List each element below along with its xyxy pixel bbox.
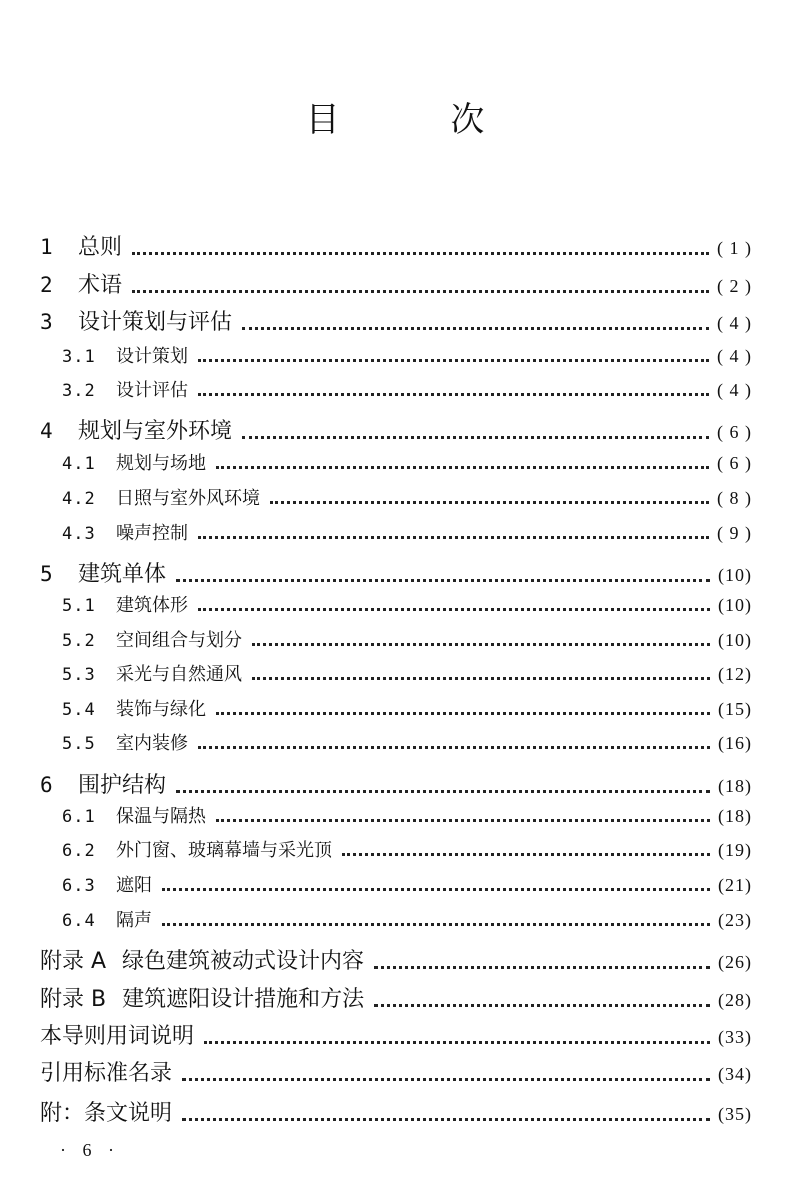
toc-entry-page: (10) xyxy=(718,565,752,585)
toc-entry-number: 3 xyxy=(40,310,53,334)
toc-entry[interactable] xyxy=(40,906,752,932)
toc-entry-page: (15) xyxy=(718,699,752,719)
dot-leader xyxy=(252,643,710,646)
toc-entry-page: (34) xyxy=(718,1064,752,1084)
toc-entry[interactable] xyxy=(40,768,752,799)
toc-entry[interactable] xyxy=(40,626,752,652)
toc-entry-page: (10) xyxy=(718,595,752,615)
toc-entry[interactable] xyxy=(40,268,752,299)
toc-entry-number: 附录 B xyxy=(40,987,107,1012)
toc-entry-page: ( 4 ) xyxy=(717,380,752,400)
dot-leader xyxy=(182,1078,710,1081)
toc-entry-label: 室内装修 xyxy=(116,733,188,754)
toc-entry[interactable] xyxy=(40,695,752,721)
page-title: 目 次 xyxy=(305,100,535,140)
toc-entry-label: 保温与隔热 xyxy=(116,806,206,827)
dot-leader xyxy=(216,466,709,469)
toc-entry-label: 设计策划与评估 xyxy=(78,310,233,335)
dot-leader xyxy=(204,1041,710,1044)
toc-entry-number: 6 xyxy=(40,773,53,797)
dot-leader xyxy=(374,966,710,969)
toc-entry-label: 装饰与绿化 xyxy=(116,699,206,720)
toc-entry-label: 建筑遮阳设计措施和方法 xyxy=(122,987,365,1012)
toc-entry[interactable] xyxy=(40,802,752,828)
dot-leader xyxy=(198,536,709,539)
dot-leader xyxy=(176,790,710,793)
toc-entry-label: 设计策划 xyxy=(116,346,188,367)
toc-entry-page: ( 2 ) xyxy=(717,276,752,296)
toc-entry-page: ( 1 ) xyxy=(717,238,752,258)
toc-entry-page: (26) xyxy=(718,952,752,972)
toc-entry[interactable] xyxy=(40,729,752,755)
toc-entry-label: 建筑体形 xyxy=(116,595,188,616)
toc-entry[interactable] xyxy=(40,557,752,588)
dot-leader xyxy=(342,853,710,856)
toc-entry-label: 引用标准名录 xyxy=(40,1061,173,1086)
toc-entry-number: 6.3 xyxy=(62,876,96,896)
toc-entry-label: 空间组合与划分 xyxy=(116,630,242,651)
toc-entry-label: 设计评估 xyxy=(116,380,188,401)
dot-leader xyxy=(198,608,710,611)
toc-entry-number: 附录 A xyxy=(40,949,107,974)
toc-entry[interactable] xyxy=(40,230,752,261)
toc-entry-number: 5 xyxy=(40,562,53,586)
toc-entry-number: 5.1 xyxy=(62,596,96,616)
toc-entry[interactable] xyxy=(40,376,752,402)
toc-entry[interactable] xyxy=(40,519,752,545)
toc-entry-number: 4.2 xyxy=(62,489,96,509)
toc-entry-page: ( 6 ) xyxy=(717,422,752,442)
toc-entry-page: (19) xyxy=(718,840,752,860)
toc-entry-page: (16) xyxy=(718,733,752,753)
dot-leader xyxy=(132,252,709,255)
dot-leader xyxy=(162,923,710,926)
toc-entry-page: (12) xyxy=(718,664,752,684)
dot-leader xyxy=(252,677,710,680)
toc-entry-page: (10) xyxy=(718,630,752,650)
dot-leader xyxy=(270,501,709,504)
toc-entry-number: 6.1 xyxy=(62,807,96,827)
toc-entry-page: ( 4 ) xyxy=(717,313,752,333)
dot-leader xyxy=(216,712,710,715)
toc-entry[interactable] xyxy=(40,660,752,686)
toc-entry-page: (21) xyxy=(718,875,752,895)
toc-entry-number: 5.5 xyxy=(62,734,96,754)
toc-entry[interactable] xyxy=(40,1056,752,1087)
toc-entry-number: 2 xyxy=(40,273,53,297)
toc-entry[interactable] xyxy=(40,836,752,862)
toc-entry[interactable] xyxy=(40,1096,752,1127)
toc-entry-page: (28) xyxy=(718,990,752,1010)
toc-entry-label: 术语 xyxy=(78,273,123,298)
toc-entry-page: ( 8 ) xyxy=(717,488,752,508)
toc-entry-number: 4 xyxy=(40,419,53,443)
toc-entry-label: 总则 xyxy=(78,235,123,260)
toc-entry-number: 6.2 xyxy=(62,841,96,861)
toc-entry-page: (18) xyxy=(718,776,752,796)
toc-entry-label: 绿色建筑被动式设计内容 xyxy=(122,949,365,974)
dot-leader xyxy=(162,888,710,891)
toc-entry-label: 围护结构 xyxy=(78,773,167,798)
dot-leader xyxy=(242,327,709,330)
page-number: · 6 · xyxy=(60,1140,120,1160)
toc-entry-page: ( 4 ) xyxy=(717,346,752,366)
toc-entry-label: 附：条文说明 xyxy=(40,1101,173,1126)
toc-entry-label: 噪声控制 xyxy=(116,523,188,544)
toc-entry[interactable] xyxy=(40,484,752,510)
toc-entry-number: 5.4 xyxy=(62,700,96,720)
toc-entry-page: (35) xyxy=(718,1104,752,1124)
toc-entry-number: 5.3 xyxy=(62,665,96,685)
toc-entry-label: 隔声 xyxy=(116,910,152,931)
toc-entry-number: 5.2 xyxy=(62,631,96,651)
dot-leader xyxy=(182,1118,710,1121)
toc-entry-number: 3.2 xyxy=(62,381,96,401)
toc-entry-label: 遮阳 xyxy=(116,875,152,896)
toc-entry[interactable] xyxy=(40,449,752,475)
toc-entry-page: (33) xyxy=(718,1027,752,1047)
toc-entry-page: (23) xyxy=(718,910,752,930)
toc-entry[interactable] xyxy=(40,1019,752,1050)
toc-entry[interactable] xyxy=(40,871,752,897)
dot-leader xyxy=(374,1004,710,1007)
toc-entry-page: ( 9 ) xyxy=(717,523,752,543)
dot-leader xyxy=(198,746,710,749)
toc-entry-page: ( 6 ) xyxy=(717,453,752,473)
toc-entry[interactable] xyxy=(40,944,752,975)
dot-leader xyxy=(176,579,710,582)
toc-entry-label: 日照与室外风环境 xyxy=(116,488,260,509)
dot-leader xyxy=(242,436,709,439)
toc-entry-label: 规划与场地 xyxy=(116,453,206,474)
toc-entry-label: 外门窗、玻璃幕墙与采光顶 xyxy=(116,840,332,861)
toc-entry[interactable] xyxy=(40,342,752,368)
toc-entry-page: (18) xyxy=(718,806,752,826)
toc-entry-number: 1 xyxy=(40,235,53,259)
toc-entry-label: 采光与自然通风 xyxy=(116,664,242,685)
toc-entry[interactable] xyxy=(40,591,752,617)
dot-leader xyxy=(216,819,710,822)
toc-entry-number: 4.1 xyxy=(62,454,96,474)
dot-leader xyxy=(132,290,709,293)
toc-entry[interactable] xyxy=(40,982,752,1013)
toc-entry-number: 4.3 xyxy=(62,524,96,544)
toc-entry-number: 3.1 xyxy=(62,347,96,367)
toc-entry[interactable] xyxy=(40,305,752,336)
toc-entry[interactable] xyxy=(40,414,752,445)
dot-leader xyxy=(198,359,709,362)
toc-entry-label: 本导则用词说明 xyxy=(40,1024,195,1049)
toc-entry-label: 建筑单体 xyxy=(78,562,167,587)
toc-entry-number: 6.4 xyxy=(62,911,96,931)
toc-entry-label: 规划与室外环境 xyxy=(78,419,233,444)
dot-leader xyxy=(198,393,709,396)
